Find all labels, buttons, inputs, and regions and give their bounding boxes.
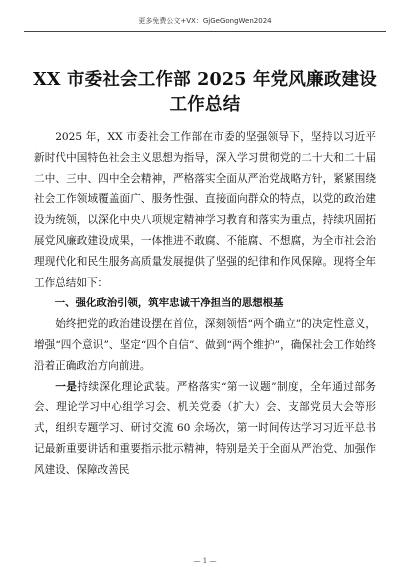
document-title-line-2: 工作总结 xyxy=(169,95,241,115)
intro-paragraph: 2025 年，XX 市委社会工作部在市委的坚强领导下，坚持以习近平新时代中国特色社会主义思想为指导，深入学习贯彻党的二十大和二十届二中、三中、四中全会精神，严格落实全面从严治党战略方针，紧紧围绕社会工作领域覆盖面广、服务性强、直接面向群众的特点，以党的政治建设为统领，以深化中央八项规定精神学习教育和落实为重点，持续巩固拓展党风廉政建设成果，一体推进不敢腐、不能腐、不想腐，为全市社会治理现代化和民生服务高质量发展提供了坚强的纪律和作风保障。现将全年工作总结如下： xyxy=(34,131,376,289)
section-paragraph: 始终把党的政治建设摆在首位，深刻领悟“两个确立”的决定性意义，增强“四个意识”、坚定“四个自信”、做到“两个维护”，确保社会工作始终沿着正确政治方向前进。 xyxy=(34,318,376,372)
document-title xyxy=(32,68,378,118)
document-body xyxy=(34,127,376,481)
document-title-line-1: XX 市委社会工作部 2025 年党风廉政建设 xyxy=(33,70,377,90)
point-text: 持续深化理论武装。严格落实“第一议题”制度，全年通过部务会、理论学习中心组学习会、机关党委（扩大）会、支部党员大会等形式，组织专题学习、研讨交流 60 余场次，第一时间传达学习习近平总书记最新重要讲话和重要指示批示精神，特别是关于全面从严治党、加强作风建设、保障改善民 xyxy=(34,380,376,476)
header-note: 更多免费公文+VX：GjGeGongWen2024 xyxy=(138,17,272,25)
point-lead: 一是 xyxy=(55,380,78,393)
point-paragraph xyxy=(34,377,376,481)
section-heading: 一、强化政治引领，筑牢忠诚干净担当的思想根基 xyxy=(54,297,284,310)
header-divider xyxy=(24,31,386,32)
page-number: — 1 — xyxy=(193,557,217,565)
